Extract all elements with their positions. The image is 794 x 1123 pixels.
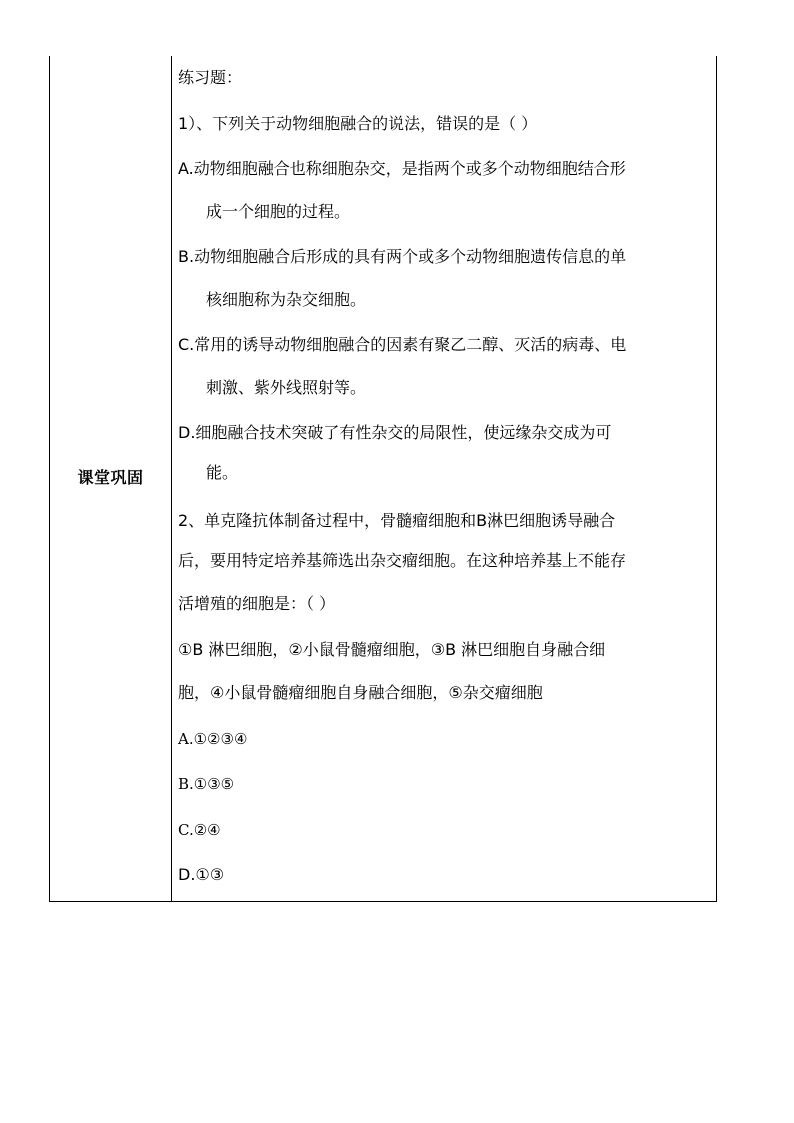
q2-stem-line2: 后，要用特定培养基筛选出杂交瘤细胞。在这种培养基上不能存 <box>178 551 627 570</box>
row-label-cell <box>50 56 171 901</box>
row-label: 课堂巩固 <box>77 468 144 487</box>
q1-option-a-line2: 成一个细胞的过程。 <box>206 202 351 221</box>
q2-items-line2: 胞，④小鼠骨髓瘤细胞自身融合细胞，⑤杂交瘤细胞 <box>178 683 543 702</box>
section-title: 练习题： <box>178 68 243 87</box>
q2-option-d: D.①③ <box>178 865 225 884</box>
q2-stem-line3: 活增殖的细胞是：（ ） <box>178 594 336 613</box>
q1-option-d-line2: 能。 <box>206 463 239 482</box>
q2-option-a: A.①②③④ <box>178 730 248 748</box>
q2-option-b: B.①③⑤ <box>178 775 235 793</box>
q1-option-c-line1: C.常用的诱导动物细胞融合的因素有聚乙二醇、灭活的病毒、电 <box>178 335 627 354</box>
exercise-table <box>49 56 717 902</box>
q1-stem: 1）、下列关于动物细胞融合的说法，错误的是（ ） <box>178 114 538 133</box>
q1-option-d-line1: D.细胞融合技术突破了有性杂交的局限性，使远缘杂交成为可 <box>178 423 612 442</box>
q1-option-a-line1: A.动物细胞融合也称细胞杂交，是指两个或多个动物细胞结合形 <box>178 159 626 178</box>
q2-option-c: C.②④ <box>178 821 221 839</box>
column-divider <box>171 56 172 901</box>
q2-stem-line1: 2、单克隆抗体制备过程中，骨髓瘤细胞和B淋巴细胞诱导融合 <box>178 511 616 530</box>
q2-items-line1: ①B 淋巴细胞，②小鼠骨髓瘤细胞，③B 淋巴细胞自身融合细 <box>178 640 606 659</box>
q1-option-b-line1: B.动物细胞融合后形成的具有两个或多个动物细胞遗传信息的单 <box>178 247 627 266</box>
q1-option-b-line2: 核细胞称为杂交细胞。 <box>206 290 367 309</box>
q1-option-c-line2: 刺激、紫外线照射等。 <box>206 378 367 397</box>
